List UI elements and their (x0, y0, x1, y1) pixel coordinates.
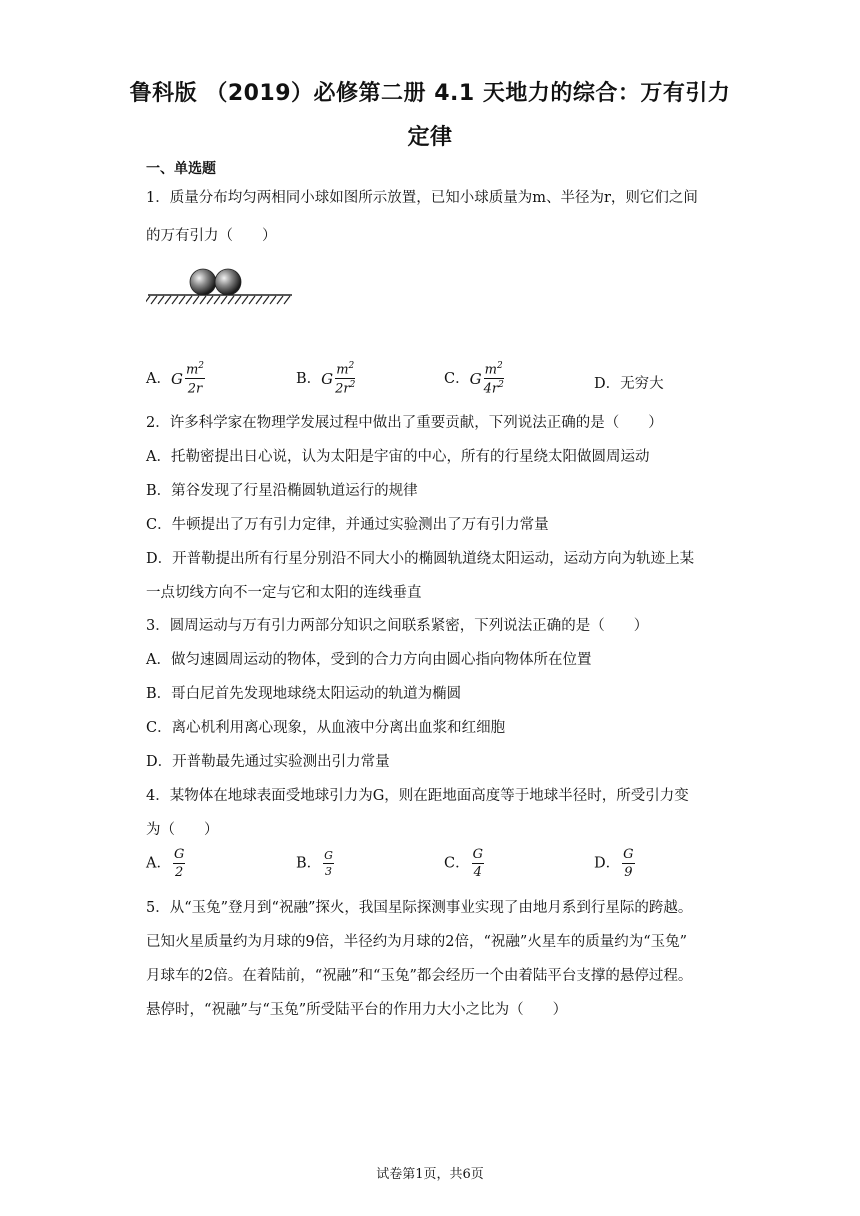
page-title-line2: 定律 (407, 125, 453, 150)
q3-stem: 3．圆周运动与万有引力两部分知识之间联系紧密，下列说法正确的是（ ） (146, 618, 649, 634)
q2-option-c[interactable]: C．牛顿提出了万有引力定律，并通过实验测出了万有引力常量 (146, 517, 549, 533)
hatch-stroke (277, 296, 283, 304)
q1-option-d[interactable]: D．无穷大 (594, 376, 664, 392)
q1-stem-line2: 的万有引力（ ） (146, 228, 277, 244)
q4-option-b[interactable]: B． $\frac{G}{3}$ (296, 849, 333, 878)
hatch-stroke (249, 296, 255, 304)
hatch-stroke (263, 296, 269, 304)
hatch-stroke (228, 296, 234, 304)
q2-stem: 2．许多科学家在物理学发展过程中做出了重要贡献，下列说法正确的是（ ） (146, 415, 663, 431)
q5-stem-line2: 已知火星质量约为月球的9倍，半径约为月球的2倍，“祝融”火星车的质量约为“玉兔” (146, 934, 688, 950)
ground-hatching (146, 296, 290, 304)
q1-option-c[interactable]: C．G $\frac{m^2}{4r^2}$ (444, 361, 504, 397)
hatch-stroke (165, 296, 171, 304)
q2-option-d-line2[interactable]: 一点切线方向不一定与它和太阳的连线垂直 (146, 585, 422, 601)
hatch-stroke (242, 296, 248, 304)
two-balls-figure (146, 262, 296, 306)
q1-option-a[interactable]: A．G $\frac{m^2}{2r}$ (146, 361, 205, 397)
q4-stem-line2: 为（ ） (146, 822, 219, 838)
q1-option-b[interactable]: B．G $\frac{m^2}{2r^2}$ (296, 361, 356, 397)
page-footer: 试卷第1页，共6页 (376, 1167, 484, 1182)
hatch-stroke (200, 296, 206, 304)
q4-option-c[interactable]: C． $\frac{G}{4}$ (444, 847, 483, 880)
ball-right (215, 269, 241, 295)
hatch-stroke (207, 296, 213, 304)
q2-option-d-line1[interactable]: D．开普勒提出所有行星分别沿不同大小的椭圆轨道绕太阳运动，运动方向为轨迹上某 (146, 551, 695, 567)
q3-option-a[interactable]: A．做匀速圆周运动的物体，受到的合力方向由圆心指向物体所在位置 (146, 652, 592, 668)
hatch-stroke (151, 296, 157, 304)
q4-option-d[interactable]: D． $\frac{G}{9}$ (594, 847, 634, 880)
q2-option-a[interactable]: A．托勒密提出日心说，认为太阳是宇宙的中心，所有的行星绕太阳做圆周运动 (146, 449, 650, 465)
q4-stem-line1: 4．某物体在地球表面受地球引力为G，则在距地面高度等于地球半径时，所受引力变 (146, 788, 689, 804)
hatch-stroke (214, 296, 220, 304)
q5-stem-line4: 悬停时，“祝融”与“玉兔”所受陆平台的作用力大小之比为（ ） (146, 1002, 568, 1018)
hatch-stroke (221, 296, 227, 304)
section-heading: 一、单选题 (146, 161, 216, 177)
hatch-stroke (256, 296, 262, 304)
page-title-line1: 鲁科版 （2019）必修第二册 4.1 天地力的综合：万有引力 (129, 81, 731, 106)
q5-stem-line3: 月球车的2倍。在着陆前，“祝融”和“玉兔”都会经历一个由着陆平台支撑的悬停过程。 (146, 968, 693, 984)
q4-option-a[interactable]: A． $\frac{G}{2}$ (146, 847, 185, 880)
hatch-stroke (158, 296, 164, 304)
q5-stem-line1: 5．从“玉兔”登月到“祝融”探火，我国星际探测事业实现了由地月系到行星际的跨越。 (146, 900, 693, 916)
ball-left (190, 269, 216, 295)
hatch-stroke (186, 296, 192, 304)
hatch-stroke (235, 296, 241, 304)
q2-option-b[interactable]: B．第谷发现了行星沿椭圆轨道运行的规律 (146, 483, 418, 499)
hatch-stroke (146, 296, 150, 304)
q1-stem-line1: 1．质量分布均匀两相同小球如图所示放置，已知小球质量为m、半径为r，则它们之间 (146, 190, 698, 206)
q3-option-d[interactable]: D．开普勒最先通过实验测出引力常量 (146, 754, 390, 770)
hatch-stroke (172, 296, 178, 304)
hatch-stroke (284, 296, 290, 304)
hatch-stroke (193, 296, 199, 304)
q3-option-b[interactable]: B．哥白尼首先发现地球绕太阳运动的轨道为椭圆 (146, 686, 462, 702)
hatch-stroke (270, 296, 276, 304)
hatch-stroke (179, 296, 185, 304)
q3-option-c[interactable]: C．离心机利用离心现象，从血液中分离出血浆和红细胞 (146, 720, 506, 736)
